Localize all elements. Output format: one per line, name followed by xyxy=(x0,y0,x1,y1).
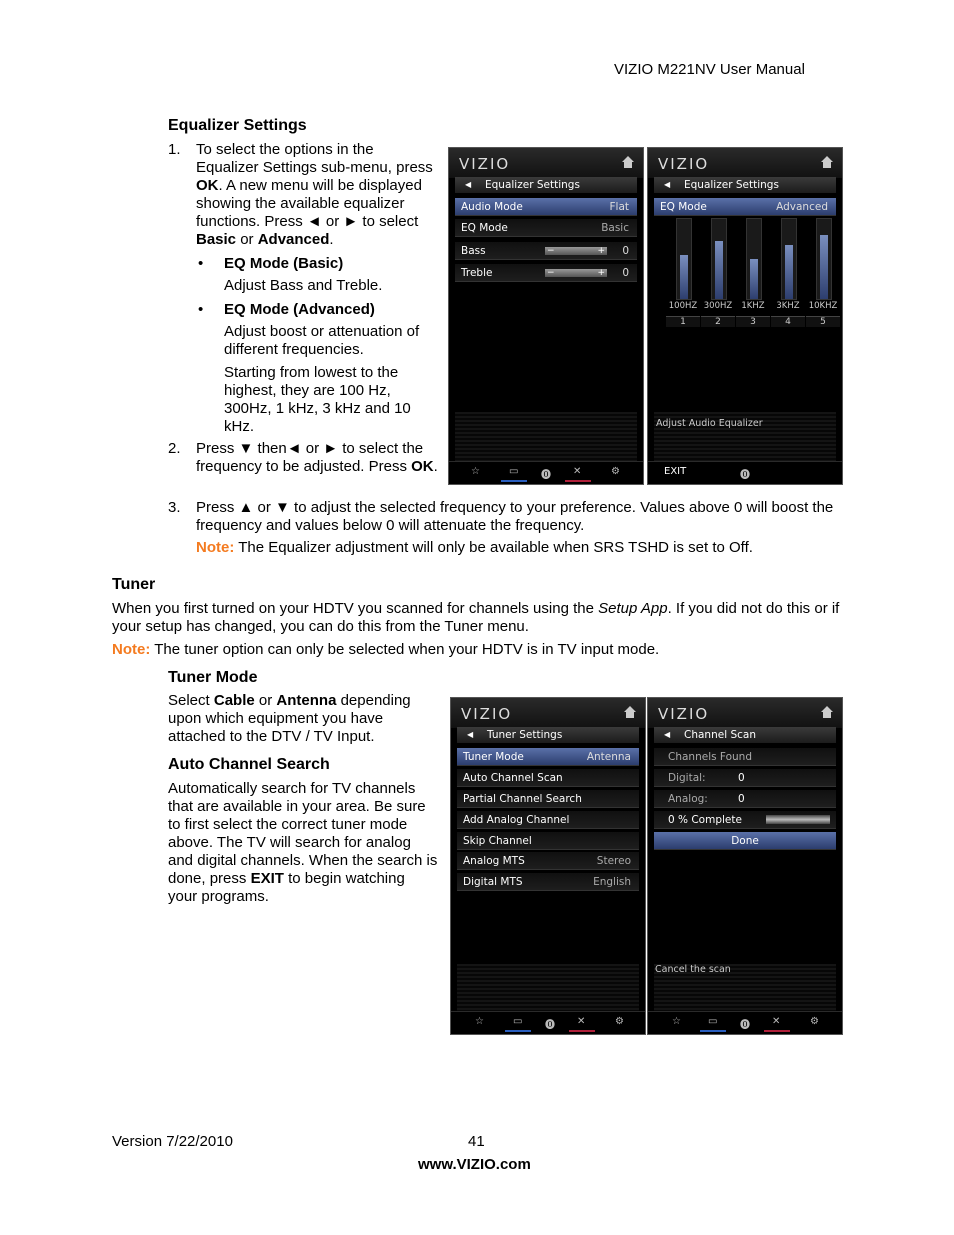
star-icon[interactable]: ☆ xyxy=(672,1016,681,1027)
eq-band-track[interactable] xyxy=(711,218,727,300)
eq-band-track[interactable] xyxy=(781,218,797,300)
v-button-icon[interactable]: ⓿ xyxy=(541,470,551,481)
gear-icon[interactable]: ⚙ xyxy=(611,466,620,477)
page-number: 41 xyxy=(468,1133,485,1150)
gear-icon[interactable]: ⚙ xyxy=(810,1016,819,1027)
eq-band-track[interactable] xyxy=(676,218,692,300)
tuner-heading: Tuner xyxy=(112,576,156,593)
eq-basic-screen xyxy=(448,147,644,485)
menu-row-eq-mode[interactable]: EQ Mode Basic xyxy=(455,219,637,237)
eq-band-level xyxy=(785,245,793,299)
home-icon[interactable] xyxy=(623,705,637,719)
blue-underline xyxy=(700,1030,726,1032)
back-arrow-icon[interactable]: ◀ xyxy=(664,180,671,189)
step-3-text: Press ▲ or ▼ to adjust the selected frequency to your preference. Values above 0 will boost the frequency and values below 0 will attenuate the frequency. xyxy=(196,499,834,534)
widget-icon[interactable]: ▭ xyxy=(513,1016,523,1027)
eq-band-level xyxy=(715,241,723,299)
red-underline xyxy=(764,1030,790,1032)
progress-bar xyxy=(766,815,830,824)
version-text: Version 7/22/2010 xyxy=(112,1133,233,1150)
bass-slider[interactable]: − + xyxy=(547,246,605,256)
scan-progress-row: 0 % Complete xyxy=(654,811,836,829)
star-icon[interactable]: ☆ xyxy=(471,466,480,477)
eq-band-label: 1KHZ xyxy=(741,301,765,311)
gear-icon[interactable]: ⚙ xyxy=(615,1016,624,1027)
auto-channel-text: Automatically search for TV channels that are available in your area. Be sure to first select the correct tuner mode above. The TV will search for analog and digital channels. When the search is done, press EXIT to begin watching your programs. xyxy=(168,780,438,905)
eq-band-track[interactable] xyxy=(816,218,832,300)
bullet-text: Adjust Bass and Treble. xyxy=(224,277,383,294)
bullet-text: Starting from lowest to the highest, they are 100 Hz, 300Hz, 1 kHz, 3 kHz and 10 kHz. xyxy=(224,364,411,435)
bullet-title: • EQ Mode (Advanced) xyxy=(224,301,375,318)
eq-band-number[interactable]: 5 xyxy=(806,316,840,327)
eq-band-number[interactable]: 3 xyxy=(736,316,770,327)
treble-slider[interactable]: − + xyxy=(547,268,605,278)
back-arrow-icon[interactable]: ◀ xyxy=(664,730,671,739)
done-button[interactable]: Done xyxy=(654,832,836,850)
tuner-mode-heading: Tuner Mode xyxy=(168,669,258,686)
menu-row-eq-mode[interactable]: EQ Mode Advanced xyxy=(654,198,836,216)
v-button-icon[interactable]: ⓿ xyxy=(545,1020,555,1031)
tuner-mode-text: Select Cable or Antenna depending upon which equipment you have attached to the DTV / TV Input. xyxy=(168,692,411,745)
tuner-settings-screen xyxy=(450,697,646,1035)
blue-underline xyxy=(505,1030,531,1032)
vizio-logo: VIZIO xyxy=(461,705,513,723)
eq-band-label: 100HZ xyxy=(668,301,698,311)
step-1-text: To select the options in the Equalizer Settings sub-menu, press OK. A new menu will be displayed showing the available equalizer functions. Press ◄ or ► to select Basic or Advanced. xyxy=(196,141,433,248)
digital-count-row: Digital: 0 xyxy=(654,769,836,787)
menu-row-skip-channel[interactable]: Skip Channel xyxy=(457,832,639,850)
screen-footer xyxy=(648,1011,842,1034)
menu-row-add-analog-channel[interactable]: Add Analog Channel xyxy=(457,811,639,829)
home-icon[interactable] xyxy=(820,705,834,719)
screen-footer xyxy=(449,461,643,484)
eq-band-label: 3KHZ xyxy=(776,301,800,311)
menu-row-partial-channel-search[interactable]: Partial Channel Search xyxy=(457,790,639,808)
star-icon[interactable]: ☆ xyxy=(475,1016,484,1027)
eq-band-number[interactable]: 1 xyxy=(666,316,700,327)
step-number: 1. xyxy=(168,141,181,158)
eq-band-label: 300HZ xyxy=(703,301,733,311)
auto-channel-heading: Auto Channel Search xyxy=(168,756,330,773)
red-underline xyxy=(565,480,591,482)
eq-note: Note: The Equalizer adjustment will only be available when SRS TSHD is set to Off. xyxy=(196,539,753,556)
bullet-title: • EQ Mode (Basic) xyxy=(224,255,344,272)
tuner-note: Note: The tuner option can only be selected when your HDTV is in TV input mode. xyxy=(112,641,660,658)
menu-row-audio-mode[interactable]: Audio Mode Flat xyxy=(455,198,637,216)
analog-count-row: Analog: 0 xyxy=(654,790,836,808)
menu-header[interactable]: ◀ Tuner Settings xyxy=(457,727,639,743)
back-arrow-icon[interactable]: ◀ xyxy=(467,730,474,739)
menu-header[interactable]: ◀ Channel Scan xyxy=(654,727,836,743)
menu-row-bass[interactable]: Bass − + 0 xyxy=(455,242,637,260)
menu-row-treble[interactable]: Treble − + 0 xyxy=(455,264,637,282)
eq-band-level xyxy=(750,259,758,299)
menu-header[interactable]: ◀ Equalizer Settings xyxy=(654,177,836,193)
v-button-icon[interactable]: ⓿ xyxy=(740,1020,750,1031)
menu-header[interactable]: ◀ Equalizer Settings xyxy=(455,177,637,193)
tuner-intro: When you first turned on your HDTV you scanned for channels using the Setup App. If you did not do this or if your setup has changed, you can do this from the Tuner menu. xyxy=(112,600,840,635)
channels-found-label: Channels Found xyxy=(654,748,836,766)
step-number: 2. xyxy=(168,440,181,457)
vizio-logo: VIZIO xyxy=(658,155,710,173)
eq-band-label: 10KHZ xyxy=(808,301,838,311)
close-icon[interactable]: ✕ xyxy=(577,1016,586,1027)
home-icon[interactable] xyxy=(820,155,834,169)
website-url[interactable]: www.VIZIO.com xyxy=(418,1156,531,1173)
eq-band-number[interactable]: 2 xyxy=(701,316,735,327)
eq-advanced-screen xyxy=(647,147,843,485)
manual-title: VIZIO M221NV User Manual xyxy=(614,61,805,78)
eq-band-level xyxy=(820,235,828,299)
menu-row-tuner-mode[interactable]: Tuner Mode Antenna xyxy=(457,748,639,766)
vizio-logo: VIZIO xyxy=(459,155,511,173)
list-item xyxy=(224,255,436,295)
back-arrow-icon[interactable]: ◀ xyxy=(465,180,472,189)
close-icon[interactable]: ✕ xyxy=(573,466,582,477)
eq-band-level xyxy=(680,255,688,299)
screen-footer xyxy=(451,1011,645,1034)
widget-icon[interactable]: ▭ xyxy=(708,1016,718,1027)
equalizer-heading: Equalizer Settings xyxy=(168,117,307,134)
v-button-icon[interactable]: ⓿ xyxy=(740,470,750,481)
close-icon[interactable]: ✕ xyxy=(772,1016,781,1027)
blue-underline xyxy=(501,480,527,482)
eq-band-track[interactable] xyxy=(746,218,762,300)
red-underline xyxy=(569,1030,595,1032)
step-number: 3. xyxy=(168,499,181,516)
eq-band-number[interactable]: 4 xyxy=(771,316,805,327)
step-2-text: Press ▼ then◄ or ► to select the frequency to be adjusted. Press OK. xyxy=(196,440,438,475)
menu-row-auto-channel-scan[interactable]: Auto Channel Scan xyxy=(457,769,639,787)
exit-label[interactable]: EXIT xyxy=(664,466,687,477)
help-text: Cancel the scan xyxy=(655,964,731,975)
widget-icon[interactable]: ▭ xyxy=(509,466,519,477)
help-text: Adjust Audio Equalizer xyxy=(656,418,763,429)
screen-footer xyxy=(648,461,842,484)
eq-mode-list xyxy=(224,255,436,436)
bullet-text: Adjust boost or attenuation of different frequencies. xyxy=(224,323,420,358)
list-item xyxy=(224,301,436,436)
vizio-logo: VIZIO xyxy=(658,705,710,723)
menu-row-digital-mts[interactable]: Digital MTS English xyxy=(457,873,639,891)
home-icon[interactable] xyxy=(621,155,635,169)
channel-scan-screen xyxy=(647,697,843,1035)
menu-row-analog-mts[interactable]: Analog MTS Stereo xyxy=(457,852,639,870)
